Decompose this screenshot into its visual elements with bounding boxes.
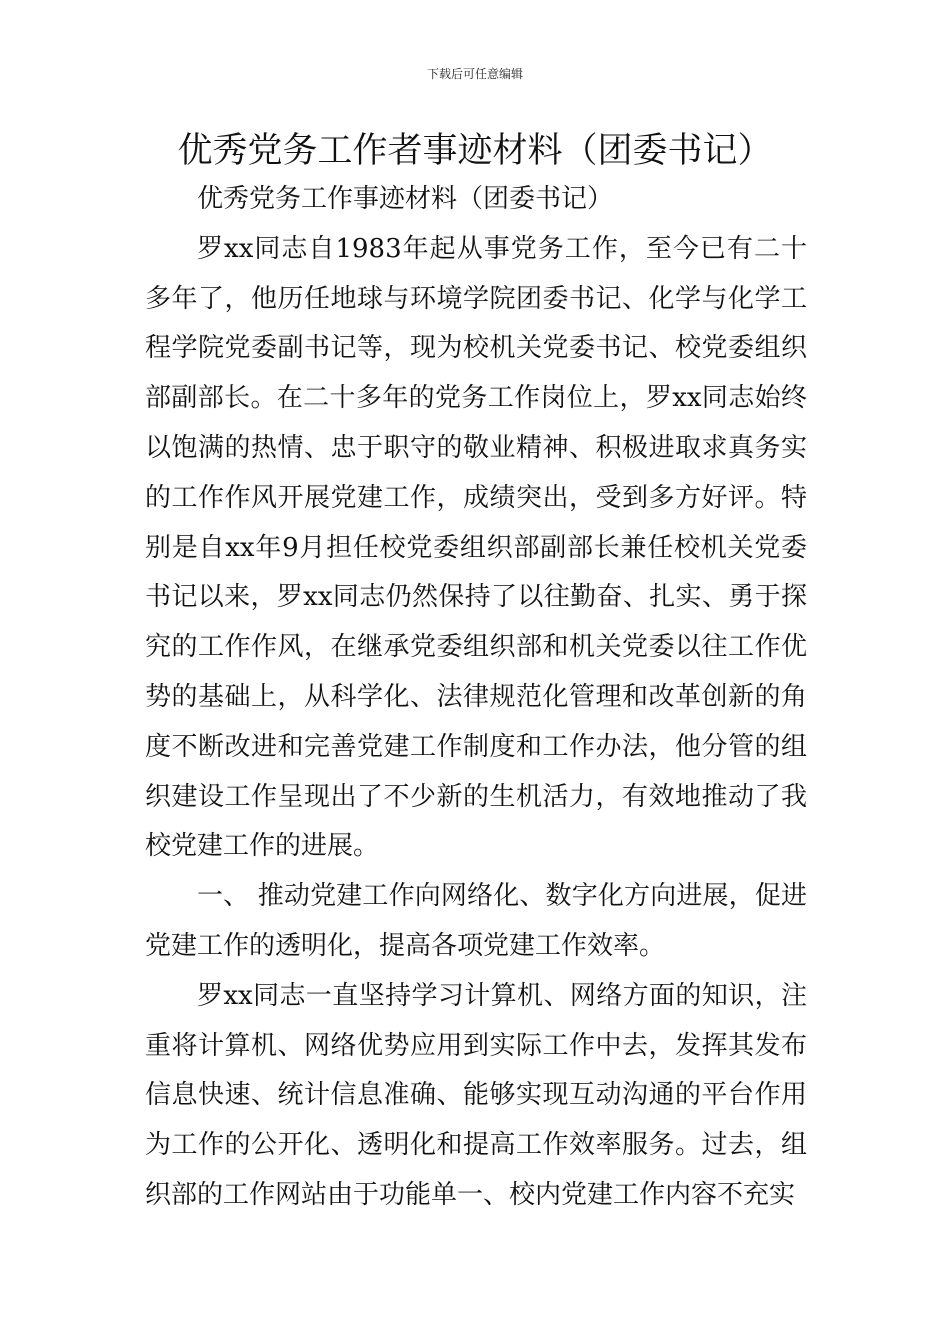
document-title: 优秀党务工作者事迹材料（团委书记） bbox=[177, 131, 773, 171]
section-heading-1: 一、 推动党建工作向网络化、数字化方向进展，促进党建工作的透明化，提高各项党建工作效率。 bbox=[145, 881, 807, 961]
body-paragraph-1: 罗xx同志自1983年起从事党务工作，至今已有二十多年了，他历任地球与环境学院团委书记、化学与化学工程学院党委副书记等，现为校机关党委书记、校党委组织部副部长。在二十多年的党务工作岗位上，罗xx同志始终以饱满的热情、忠于职守的敬业精神、积极进取求真务实的工作作风开展党建工作，成绩突出，受到多方好评。特别是自xx年9月担任校党委组织部副部长兼任校机关党委书记以来，罗xx同志仍然保持了以往勤奋、扎实、勇于探究的工作作风，在继承党委组织部和机关党委以往工作优势的基础上，从科学化、法律规范化管理和改革创新的角度不断改进和完善党建工作制度和工作办法，他分管的组织建设工作呈现出了不少新的生机活力，有效地推动了我校党建工作的进展。 bbox=[145, 233, 807, 862]
document-body bbox=[145, 175, 807, 1221]
header-note: 下载后可任意编辑 bbox=[426, 67, 523, 81]
document-subtitle: 优秀党务工作事迹材料（团委书记） bbox=[197, 184, 614, 214]
body-paragraph-2: 罗xx同志一直坚持学习计算机、网络方面的知识，注重将计算机、网络优势应用到实际工作中去，发挥其发布信息快速、统计信息准确、能够实现互动沟通的平台作用为工作的公开化、透明化和提高工作效率服务。过去，组织部的工作网站由于功能单一、校内党建工作内容不充实 bbox=[145, 980, 807, 1210]
